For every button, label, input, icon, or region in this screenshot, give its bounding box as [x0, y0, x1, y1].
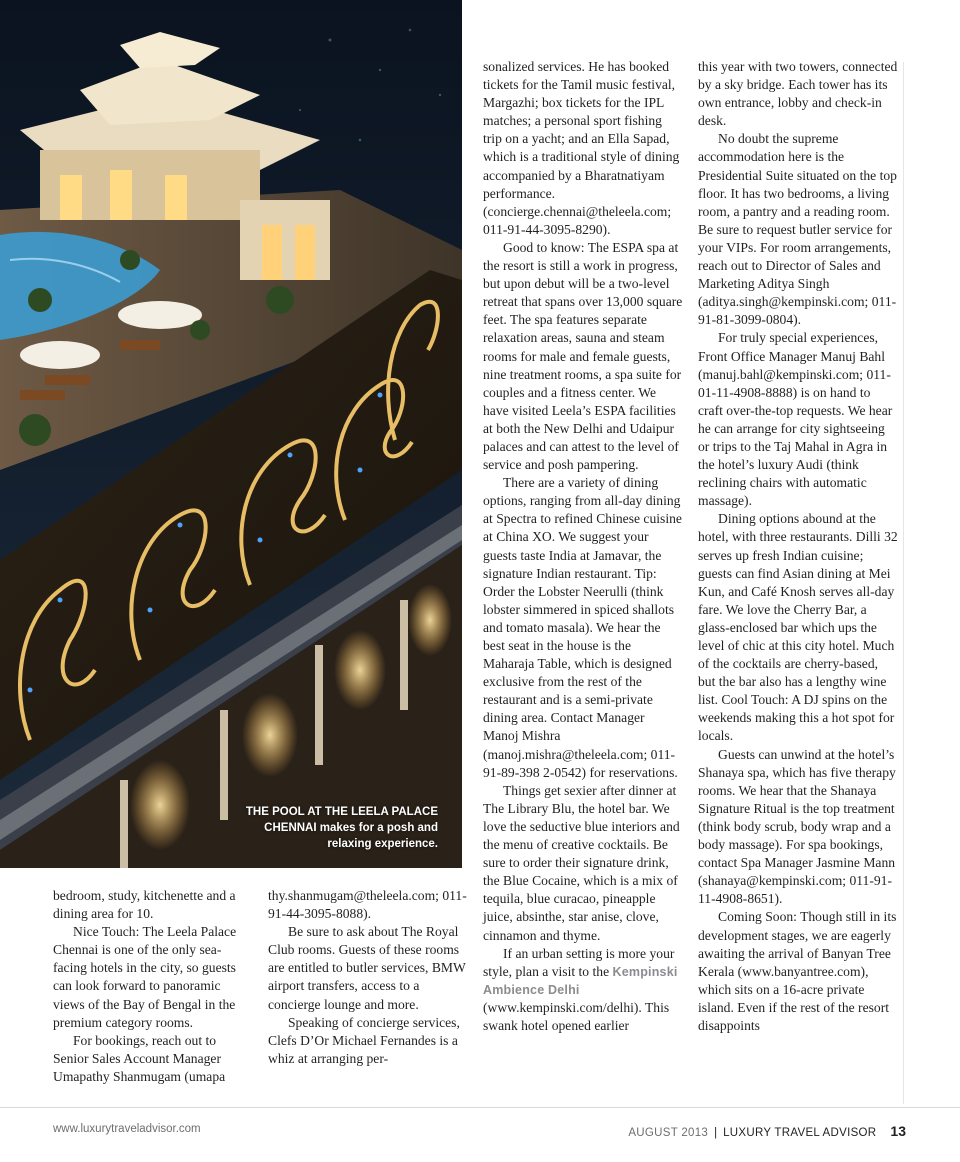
- hotel-name-highlight: Kempinski Ambience Delhi: [483, 964, 678, 997]
- article-column-1: [53, 887, 253, 1086]
- caption-lead: THE POOL AT THE LEELA PALACE: [245, 806, 438, 818]
- text-run: (www.kempinski.com/delhi). This swank hotel opened earlier: [483, 999, 670, 1033]
- hotel-illustration: [0, 0, 462, 868]
- paragraph: bedroom, study, kitchenette and a dining area for 10.: [53, 888, 236, 922]
- paragraph: Things get sexier after dinner at The Library Blu, the hotel bar. We love the seductive blue interiors and the menu of creative cocktails. Be sure to order their signature drink, the Blue Cocaine, which is a mix of tequila, blue curacao, pineapple juice, absinthe, star anise, clove, cinnamon and thyme.: [483, 782, 680, 943]
- paragraph: Guests can unwind at the hotel’s Shanaya spa, which has five therapy rooms. We hear that the Shanaya Signature Ritual is the top treatment (think body scrub, body wrap and a body massage). For spa bookings, contact Spa Manager Jasmine Mann (shanaya@kempinski.com; 011-91-11-4908-8651).: [698, 746, 896, 907]
- folio-separator: |: [714, 1127, 718, 1139]
- paragraph: Good to know: The ESPA spa at the resort is still a work in progress, but upon debut will be a two-level retreat that spans over 13,000 square feet. The spa features separate relaxation areas, sauna and steam rooms for male and female guests, nine treatment rooms, a spa suite for couples and a fitness center. We have visited Leela’s ESPA facilities at both the New Delhi and Udaipur palaces and can attest to the level of service and posh pampering.: [483, 239, 683, 473]
- paragraph: this year with two towers, connected by a sky bridge. Each tower has its own entrance, lobby and check-in desk.: [698, 59, 898, 129]
- paragraph: Nice Touch: The Leela Palace Chennai is one of the only sea-facing hotels in the city, so guests can look forward to panoramic views of the Bay of Bengal in the premium category rooms.: [53, 924, 237, 1030]
- paragraph: sonalized services. He has booked tickets for the Tamil music festival, Margazhi; box tickets for the IPL matches; a personal sport fishing trip on a yacht; and an Ella Sapad, which is a traditional style of dining accompanied by a Bharatnatiyam performance. (concierge.chennai@theleela.com; 011-91-44-3095-8290).: [483, 59, 680, 237]
- issue-date: AUGUST 2013: [628, 1127, 709, 1139]
- paragraph: Speaking of concierge services, Clefs D’Or Michael Fernandes is a whiz at arranging per-: [268, 1014, 460, 1066]
- footer-folio: [628, 1123, 906, 1139]
- paragraph: There are a variety of dining options, ranging from all-day dining at Spectra to refined Chinese cuisine at China XO. We suggest your guests taste India at Jamavar, the signature Indian restaurant. Tip: Order the Lobster Neerulli (think lobster simmered in spiced shallots and tomato masala). We hear the best seat in the house is the Maharaja Table, which is designed exclusive from the rest of the restaurant and is a semi-private dining area. Contact Manager Manoj Mishra (manoj.mishra@theleela.com; 011-91-89-398 2-0542) for reservations.: [483, 475, 682, 780]
- footer-divider: [0, 1107, 960, 1108]
- text-run: If an urban setting is more your style, plan a visit to the: [483, 945, 675, 979]
- paragraph: [483, 945, 683, 1035]
- article-column-4: [698, 58, 898, 1035]
- magazine-name: LUXURY TRAVEL ADVISOR: [723, 1127, 877, 1139]
- paragraph: Be sure to ask about The Royal Club rooms. Guests of these rooms are entitled to butler services, BMW airport transfers, access to a concierge lounge and more.: [268, 924, 466, 1012]
- paragraph: Dining options abound at the hotel, with three restaurants. Dilli 32 serves up fresh Indian cuisine; guests can find Asian dining at Mei Kun, and Café Knosh serves all-day fare. We love the Cherry Bar, a glass-enclosed bar which ups the level of chic at this city hotel. Much of the cocktails are cherry-based, but the bar also has a lengthy wine list. Cool Touch: A DJ spins on the weekends making this a hot spot for locals.: [698, 511, 898, 744]
- hotel-photo: [0, 0, 462, 868]
- article-column-3: [483, 58, 683, 1035]
- page-number: 13: [890, 1123, 906, 1139]
- paragraph: For truly special experiences, Front Office Manager Manuj Bahl (manuj.bahl@kempinski.com; 011-01-11-4908-8888) is on hand to craft over-the-top requests. We hear he can arrange for city sightseeing or trips to the Taj Mahal in Agra in the hotel’s luxury Audi (think reclining chairs with automatic massage).: [698, 330, 893, 509]
- photo-caption: [218, 804, 438, 852]
- paragraph: Coming Soon: Though still in its development stages, we are eagerly awaiting the arrival of Banyan Tree Kerala (www.banyantree.com), which sits on a 16-acre private island. Even if the rest of the resort disappoints: [698, 909, 897, 1033]
- footer-website: www.luxurytraveladvisor.com: [53, 1123, 201, 1135]
- paragraph: No doubt the supreme accommodation here is the Presidential Suite situated on the top floor. It has two bedrooms, a living room, a pantry and a reading room. Be sure to request butler service for your VIPs. For room arrangements, reach out to Director of Sales and Marketing Aditya Singh (aditya.singh@kempinski.com; 011-91-81-3099-0804).: [698, 131, 897, 328]
- article-column-2: [268, 887, 468, 1068]
- paragraph: thy.shanmugam@theleela.com; 011-91-44-3095-8088).: [268, 888, 467, 922]
- column-divider: [903, 62, 904, 1104]
- caption-text: CHENNAI makes for a posh and relaxing experience.: [264, 822, 438, 850]
- paragraph: For bookings, reach out to Senior Sales Account Manager Umapathy Shanmugam (umapa: [53, 1032, 226, 1084]
